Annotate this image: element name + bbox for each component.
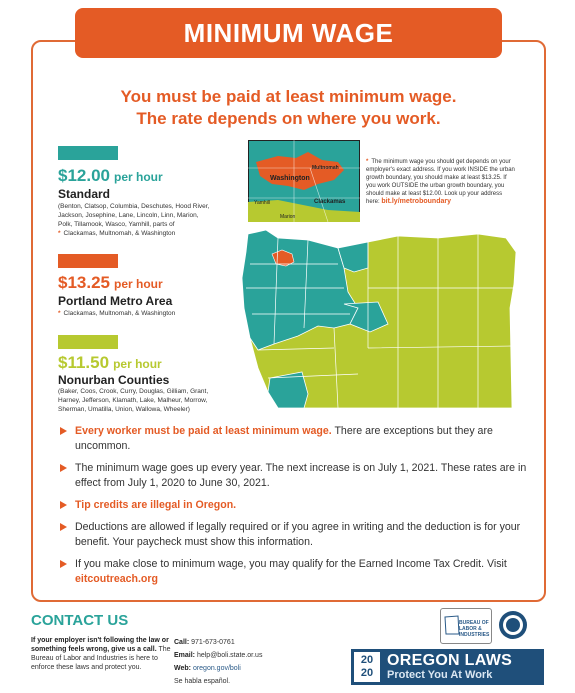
email-label: Email:	[174, 652, 196, 659]
metro-swatch	[58, 254, 118, 268]
standard-name: Standard	[58, 187, 111, 201]
bullet-text: If you make close to minimum wage, you may qualify for the Earned Income Tax Credit. Visit	[75, 558, 507, 570]
eitc-link[interactable]: eitcoutreach.org	[75, 573, 159, 585]
bullet-text: There are exceptions but they are uncommon.	[75, 425, 493, 452]
standard-amount: $12.00	[58, 166, 110, 185]
asterisk-icon: *	[366, 159, 369, 165]
metro-amount: $13.25	[58, 273, 110, 292]
call-label: Call:	[174, 639, 190, 646]
nonurban-desc	[58, 387, 208, 414]
contact-title: CONTACT US	[31, 612, 129, 629]
standard-swatch	[58, 146, 118, 160]
portland-metro-inset-map	[248, 140, 360, 222]
nonurban-desc-line: Sherman, Umatilla, Union, Wallowa, Wheeler)	[58, 406, 190, 413]
bullet-highlight: Tip credits are illegal in Oregon.	[75, 499, 237, 511]
contact-text: The Bureau of Labor and Industries is here to enforce these laws and protect you.	[31, 646, 171, 671]
inset-label-clackamas: Clackamas	[314, 199, 346, 205]
banner-year-bottom: 20	[360, 667, 374, 679]
state-seal-icon	[498, 610, 528, 640]
nonurban-desc-line: (Baker, Coos, Crook, Curry, Douglas, Gilliam, Grant,	[58, 388, 209, 395]
nonurban-swatch	[58, 335, 118, 349]
inset-label-washington: Washington	[270, 175, 310, 182]
bullet-arrow-icon	[60, 427, 67, 435]
standard-desc-line: Clackamas, Multnomah, & Washington	[63, 230, 176, 237]
bullet-highlight: Every worker must be paid at least minimum wage.	[75, 425, 332, 437]
web-label: Web:	[174, 665, 191, 672]
boli-logo-text	[459, 620, 489, 638]
contact-body	[31, 636, 181, 672]
bullet-arrow-icon	[60, 523, 67, 531]
banner-year-top: 20	[360, 654, 374, 666]
asterisk-icon: *	[58, 230, 61, 237]
nonurban-desc-line: Harney, Jefferson, Klamath, Lake, Malheur, Morrow,	[58, 397, 208, 404]
asterisk-icon: *	[58, 310, 61, 317]
nonurban-amount: $11.50	[58, 353, 110, 372]
contact-bold: If your employer isn't following the law or something feels wrong, give us a call.	[31, 637, 169, 653]
banner-main: OREGON LAWS	[387, 652, 513, 669]
poster-title: MINIMUM WAGE	[75, 8, 502, 58]
nonurban-per: per hour	[113, 357, 162, 371]
metro-name: Portland Metro Area	[58, 294, 173, 308]
call-value[interactable]: 971-673-0761	[191, 639, 235, 646]
metro-per: per hour	[114, 277, 163, 291]
inset-label-multnomah: Multnomah	[312, 165, 339, 171]
bullet-text: Deductions are allowed if legally required or if you agree in writing and the deduction is for your benefit. Your paycheck must show this information.	[75, 521, 521, 548]
standard-desc-line: Jackson, Josephine, Lane, Lincoln, Linn, Marion,	[58, 212, 199, 219]
standard-desc-line: Polk, Tillamook, Wasco, Yamhill, parts of	[58, 221, 175, 228]
bullet-item	[58, 461, 528, 491]
bullet-item	[58, 520, 528, 550]
inset-label-yamhill: Yamhill	[254, 200, 271, 206]
nonurban-rate	[58, 353, 162, 373]
bullet-item	[58, 424, 528, 454]
bullet-arrow-icon	[60, 464, 67, 472]
oregon-county-map	[238, 228, 528, 408]
inset-note-text: The minimum wage you should get depends on your employer's exact address. If you work INSIDE the urban growth boundary, you should make at least $13.25. If you work OUTSIDE the urban growth boundary, you should make at least $12.00. Look up your address here:	[366, 159, 515, 205]
metroboundary-link[interactable]: bit.ly/metroboundary	[381, 198, 451, 205]
logo-line: LABOR &	[459, 626, 482, 632]
bullet-item	[58, 498, 528, 513]
inset-label-marion: Marion	[280, 214, 296, 220]
spanish-note: Se habla español.	[174, 678, 231, 685]
banner-year	[354, 652, 380, 682]
bullet-arrow-icon	[60, 560, 67, 568]
headline	[31, 86, 546, 130]
banner-sub: Protect You At Work	[387, 669, 493, 681]
info-bullets	[58, 424, 528, 594]
standard-per: per hour	[114, 170, 163, 184]
email-value[interactable]: help@boli.state.or.us	[196, 652, 263, 659]
headline-line-1: You must be paid at least minimum wage.	[120, 87, 457, 106]
metro-desc-line: Clackamas, Multnomah, & Washington	[63, 310, 176, 317]
web-value[interactable]: oregon.gov/boli	[192, 665, 241, 672]
contact-info	[174, 636, 262, 688]
bullet-text: The minimum wage goes up every year. The next increase is on July 1, 2021. These rates are in effect from July 1, 2020 to June 30, 2021.	[75, 462, 527, 489]
standard-desc	[58, 202, 209, 238]
metro-desc	[58, 309, 175, 318]
standard-rate	[58, 166, 163, 186]
logo-line: BUREAU OF	[459, 620, 489, 626]
inset-note	[366, 158, 516, 206]
bullet-arrow-icon	[60, 501, 67, 509]
headline-line-2: The rate depends on where you work.	[136, 109, 441, 128]
oregon-laws-banner	[351, 649, 544, 685]
standard-desc-line: (Benton, Clatsop, Columbia, Deschutes, Hood River,	[58, 203, 210, 210]
oregon-outline-icon	[444, 615, 460, 635]
nonurban-name: Nonurban Counties	[58, 373, 170, 387]
logo-line: INDUSTRIES	[459, 632, 490, 638]
metro-rate	[58, 273, 163, 293]
banner-text	[383, 649, 544, 685]
bullet-item	[58, 557, 528, 587]
